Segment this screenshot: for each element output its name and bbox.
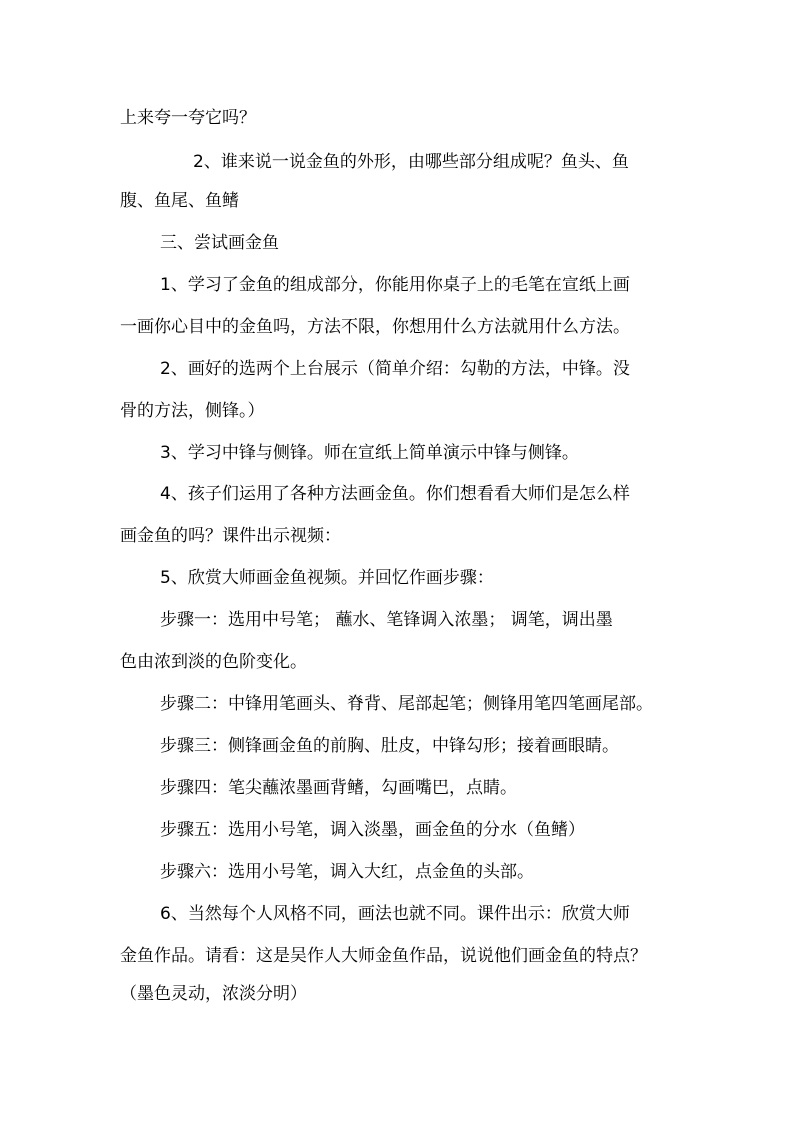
text-line: 3、学习中锋与侧锋。师在宣纸上简单演示中锋与侧锋。 bbox=[160, 443, 579, 463]
text-line: 一画你心目中的金鱼吗，方法不限，你想用什么方法就用什么方法。 bbox=[120, 317, 630, 337]
text-line: 5、欣赏大师画金鱼视频。并回忆作画步骤： bbox=[160, 568, 494, 588]
text-line: 色由浓到淡的色阶变化。 bbox=[120, 652, 307, 672]
text-line: 4、孩子们运用了各种方法画金鱼。你们想看看大师们是怎么样 bbox=[160, 484, 630, 504]
step-line: 步骤四：笔尖蘸浓墨画背鳍，勾画嘴巴，点睛。 bbox=[160, 778, 517, 798]
step-line: 步骤三：侧锋画金鱼的前胸、肚皮，中锋勾形；接着画眼睛。 bbox=[160, 736, 619, 756]
section-heading: 三、尝试画金鱼 bbox=[160, 233, 279, 253]
step-line: 步骤一：选用中号笔； 蘸水、笔锋调入浓墨； 调笔，调出墨 bbox=[160, 610, 613, 630]
text-line: 2、谁来说一说金鱼的外形，由哪些部分组成呢？鱼头、鱼 bbox=[193, 152, 629, 172]
text-line: 骨的方法，侧锋。） bbox=[120, 401, 265, 421]
text-line: （墨色灵动，浓淡分明） bbox=[120, 984, 307, 1004]
step-line: 步骤五：选用小号笔，调入淡墨，画金鱼的分水（鱼鳍） bbox=[160, 820, 585, 840]
step-line: 步骤二：中锋用笔画头、脊背、尾部起笔；侧锋用笔四笔画尾部。 bbox=[160, 694, 653, 714]
text-line: 1、学习了金鱼的组成部分，你能用你桌子上的毛笔在宣纸上画 bbox=[160, 275, 630, 295]
text-line: 6、当然每个人风格不同，画法也就不同。课件出示：欣赏大师 bbox=[160, 904, 630, 924]
text-line: 金鱼作品。请看：这是吴作人大师金鱼作品，说说他们画金鱼的特点？ bbox=[120, 946, 647, 966]
text-line: 画金鱼的吗？课件出示视频： bbox=[120, 526, 341, 546]
text-line: 腹、鱼尾、鱼鳍 bbox=[120, 191, 239, 211]
text-line: 2、画好的选两个上台展示（简单介绍：勾勒的方法，中锋。没 bbox=[160, 359, 630, 379]
text-line: 上来夸一夸它吗？ bbox=[120, 108, 256, 128]
step-line: 步骤六：选用小号笔，调入大红，点金鱼的头部。 bbox=[160, 862, 534, 882]
